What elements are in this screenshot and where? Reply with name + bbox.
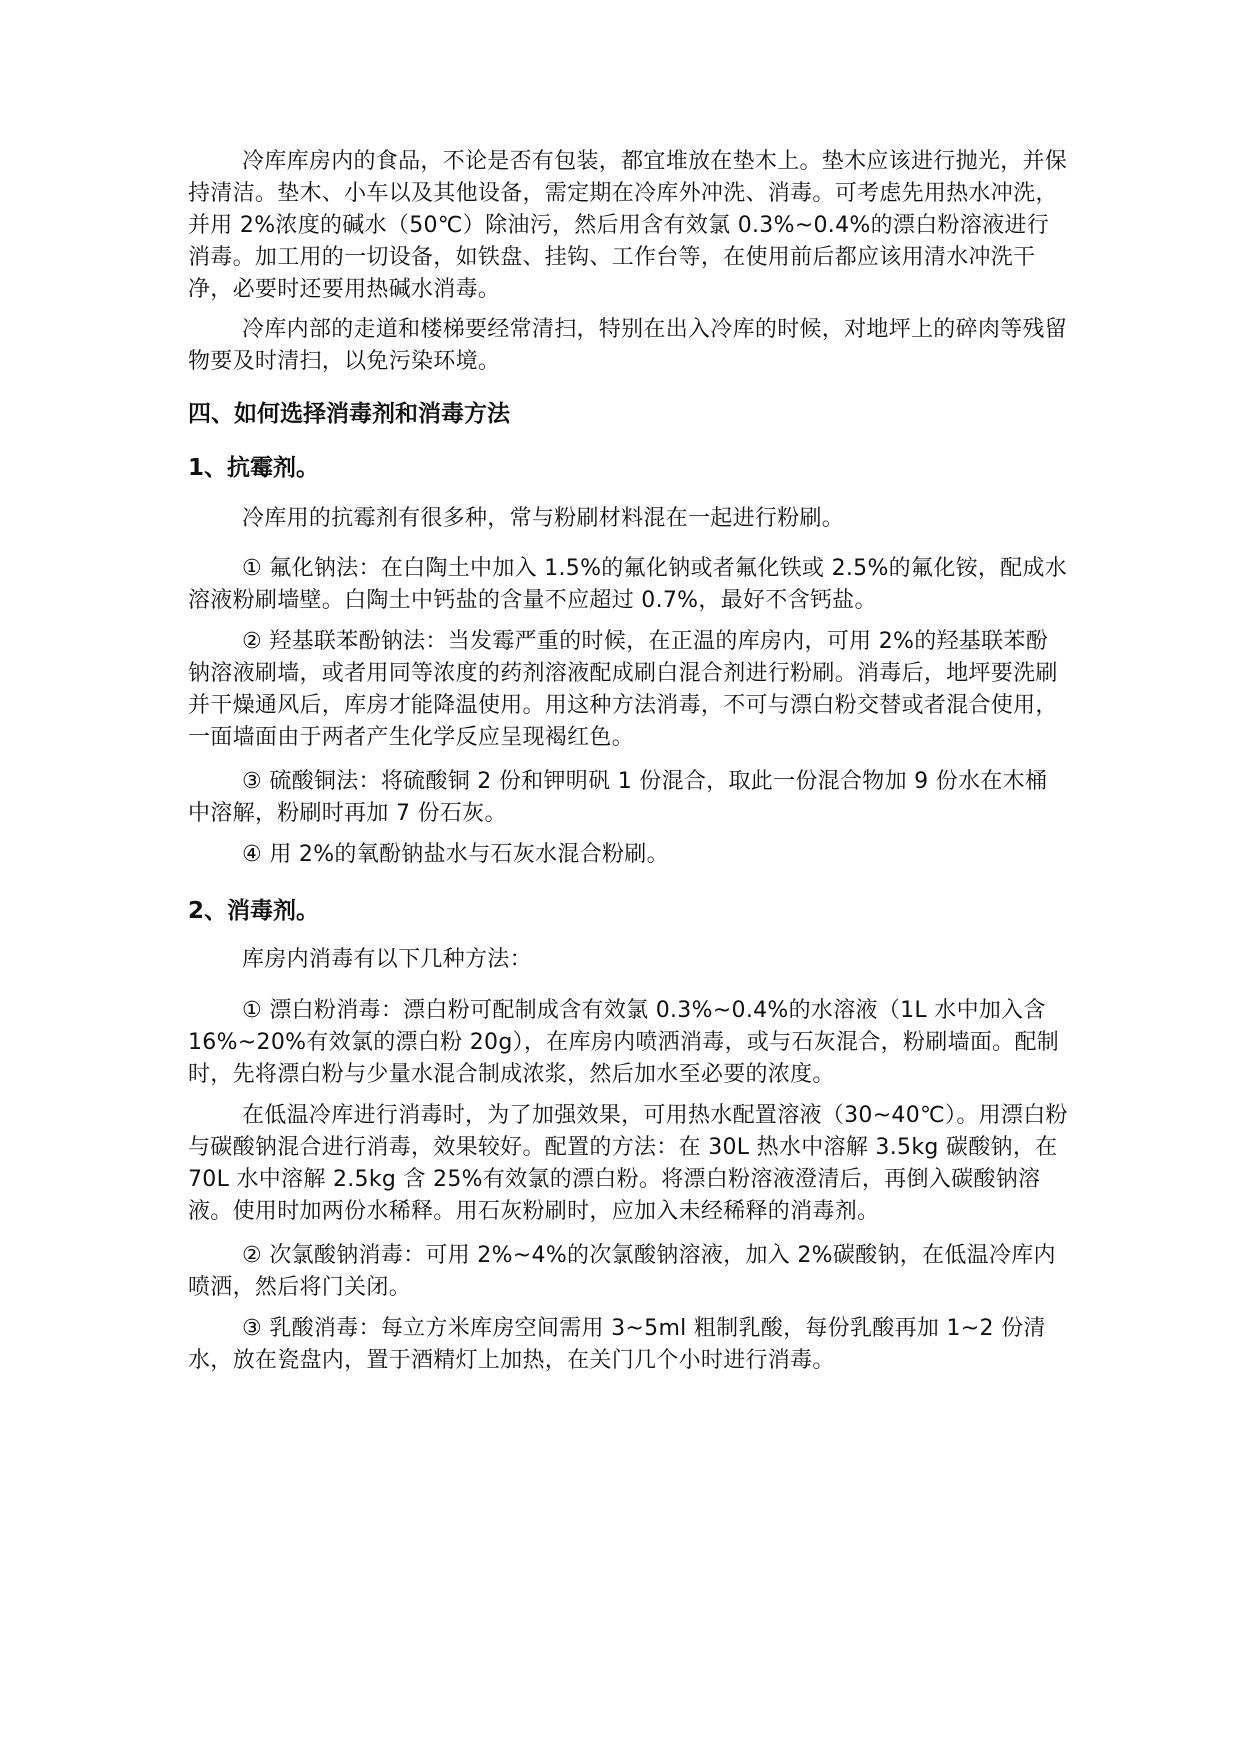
subheading-disinfectant: 2、消毒剂。: [188, 898, 320, 924]
paragraph-low-temp-disinfection: 在低温冷库进行消毒时，为了加强效果，可用热水配置溶液（30~40℃）。用漂白粉与碳酸钠混合进行消毒，效果较好。配置的方法：在 30L 热水中溶解 3.5kg 碳酸钠，在 70L 水中溶解 2.5kg 含 25%有效氯的漂白粉。将漂白粉溶液澄清后，再倒入碳酸钠溶液。使用时加两份水稀释。用石灰粉刷时，应加入未经稀释的消毒剂。: [188, 1103, 1068, 1224]
paragraph-sodium-hypochlorite: ② 次氯酸钠消毒：可用 2%~4%的次氯酸钠溶液，加入 2%碳酸钠，在低温冷库内喷洒，然后将门关闭。: [188, 1243, 1056, 1300]
paragraph-antifungal-intro: 冷库用的抗霉剂有很多种，常与粉刷材料混在一起进行粉刷。: [242, 506, 845, 531]
paragraph-hydroxybiphenyl: ② 羟基联苯酚钠法：当发霉严重的时候，在正温的库房内，可用 2%的羟基联苯酚钠溶液刷墙，或者用同等浓度的药剂溶液配成刷白混合剂进行粉刷。消毒后，地坪要洗刷并干燥通风后，库房才能降温使用。用这种方法消毒，不可与漂白粉交替或者混合使用，一面墙面由于两者产生化学反应呈现褐红色。: [188, 629, 1058, 750]
subheading-antifungal: 1、抗霉剂。: [188, 455, 320, 481]
paragraph-oxyphenol: ④ 用 2%的氧酚钠盐水与石灰水混合粉刷。: [242, 842, 669, 867]
section-heading-disinfection: 四、如何选择消毒剂和消毒方法: [188, 401, 510, 427]
paragraph-disinfect-methods-intro: 库房内消毒有以下几种方法：: [242, 947, 532, 972]
paragraph-sodium-fluoride: ① 氟化钠法：在白陶土中加入 1.5%的氟化钠或者氟化铁或 2.5%的氟化铵，配成水溶液粉刷墙壁。白陶土中钙盐的含量不应超过 0.7%，最好不含钙盐。: [188, 556, 1068, 613]
paragraph-corridor-cleaning: 冷库内部的走道和楼梯要经常清扫，特别在出入冷库的时候，对地坪上的碎肉等残留物要及时清扫，以免污染环境。: [188, 317, 1068, 374]
paragraph-copper-sulfate: ③ 硫酸铜法：将硫酸铜 2 份和钾明矾 1 份混合，取此一份混合物加 9 份水在木桶中溶解，粉刷时再加 7 份石灰。: [188, 769, 1048, 826]
paragraph-cleaning-equipment: 冷库库房内的食品，不论是否有包装，都宜堆放在垫木上。垫木应该进行抛光，并保持清洁。垫木、小车以及其他设备，需定期在冷库外冲洗、消毒。可考虑先用热水冲洗，并用 2%浓度的碱水（50℃）除油污，然后用含有效氯 0.3%~0.4%的漂白粉溶液进行消毒。加工用的一切设备，如铁盘、挂钩、工作台等，在使用前后都应该用清水冲洗干净，必要时还要用热碱水消毒。: [188, 149, 1068, 302]
paragraph-lactic-acid: ③ 乳酸消毒：每立方米库房空间需用 3~5ml 粗制乳酸，每份乳酸再加 1~2 份清水，放在瓷盘内，置于酒精灯上加热，在关门几个小时进行消毒。: [188, 1316, 1046, 1373]
paragraph-bleach-powder: ① 漂白粉消毒：漂白粉可配制成含有效氯 0.3%~0.4%的水溶液（1L 水中加入含 16%~20%有效氯的漂白粉 20g），在库房内喷洒消毒，或与石灰混合，粉刷墙面。配制时，先将漂白粉与少量水混合制成浓浆，然后加水至必要的浓度。: [188, 998, 1060, 1087]
